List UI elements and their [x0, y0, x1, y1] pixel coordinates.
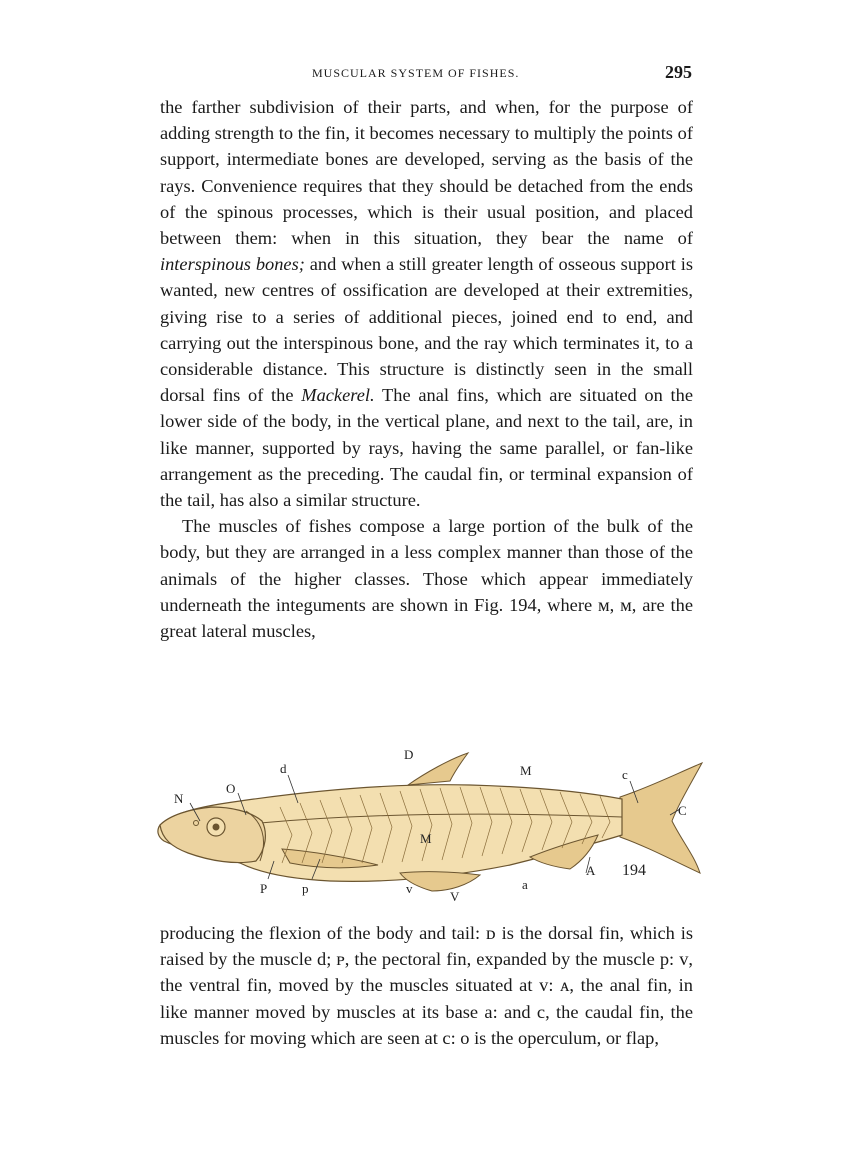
- paragraph-1-part-c: The anal fins, which are situated on the lower side of the body, in the vertical plane, and next to the tail, are, in like manner, supported by rays, having the same parallel, or fan-like arrangement as the preceding. The caudal fin, or terminal expansion of the tail, has also a similar structure.: [160, 385, 693, 511]
- page-header: [312, 64, 692, 86]
- paragraph-1: [160, 94, 693, 513]
- paragraph-1-part-b: and when a still greater length of osseous support is wanted, new centres of ossification are developed at their extremities, giving rise to a series of additional pieces, joined end to end, and carrying out the interspinous bone, and the ray which terminates it, to a considerable distance. This structure is distinctly seen in the small dorsal fins of the: [160, 254, 693, 406]
- label-A: A: [586, 863, 596, 878]
- upper-text: [160, 94, 693, 644]
- fish-muscle-figure: [150, 745, 710, 910]
- running-title: MUSCULAR SYSTEM OF FISHES.: [312, 66, 520, 80]
- term-mackerel: Mackerel.: [301, 385, 375, 406]
- label-N: N: [174, 791, 184, 806]
- label-V: V: [450, 889, 460, 904]
- label-D: D: [404, 747, 414, 762]
- term-interspinous-bones: interspinous bones;: [160, 254, 305, 275]
- lower-text: [160, 920, 693, 1051]
- label-C: C: [678, 803, 687, 818]
- fish-pupil: [213, 824, 220, 831]
- figure-number: 194: [622, 862, 646, 879]
- label-a: a: [522, 877, 528, 892]
- label-O: O: [226, 781, 236, 796]
- label-d: d: [280, 761, 287, 776]
- label-P: P: [260, 881, 268, 896]
- page-number: 295: [665, 62, 692, 82]
- label-v: v: [406, 881, 413, 896]
- paragraph-2: The muscles of fishes compose a large portion of the bulk of the body, but they are arranged in a less complex manner than those of the animals of the higher classes. Those which appear immediately underneath the integuments are shown in Fig. 194, where м, м, are the great lateral muscles,: [160, 516, 693, 642]
- label-p: p: [302, 881, 309, 896]
- label-M-upper: M: [520, 763, 532, 778]
- label-M-body: M: [420, 831, 432, 846]
- caudal-fin: [620, 763, 702, 873]
- paragraph-3: producing the flexion of the body and tail: ᴅ is the dorsal fin, which is raised by the muscle d; ᴘ, the pectoral fin, expanded by the muscle p: ᴠ, the ventral fin, moved by the muscles situated at v: ᴀ, the anal fin, in like manner moved by muscles at its base a: and c, the caudal fin, the muscles for moving which are seen at c: o is the operculum, or flap,: [160, 923, 693, 1048]
- label-c-small: c: [622, 767, 628, 782]
- dorsal-fin: [408, 753, 468, 785]
- fish-illustration: [150, 745, 710, 910]
- paragraph-1-part-a: the farther subdivision of their parts, and when, for the purpose of adding strength to the fin, it becomes necessary to multiply the points of support, intermediate bones are developed, serving as the basis of the rays. Convenience requires that they should be detached from the ends of the spinous processes, which is their usual position, and placed between them: when in this situation, they bear the name of: [160, 97, 693, 249]
